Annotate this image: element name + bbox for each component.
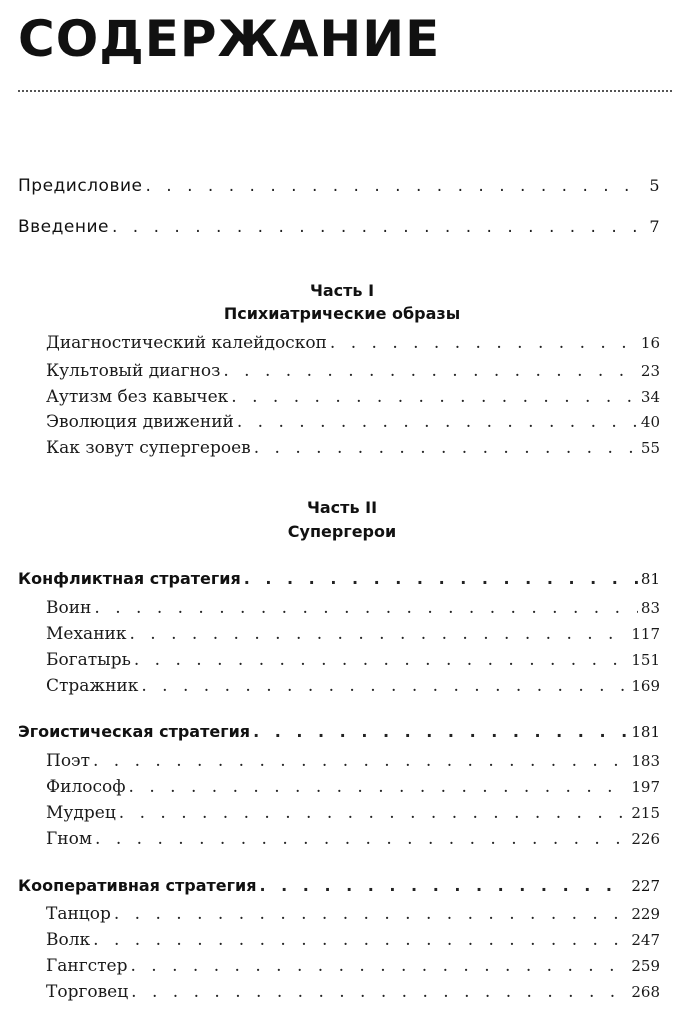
toc-entry[interactable] xyxy=(46,624,660,644)
toc-entry-label: Диагностический калейдоскоп xyxy=(46,333,327,353)
toc-page-number: 34 xyxy=(640,388,660,406)
dot-leader xyxy=(129,624,628,644)
toc-entry[interactable] xyxy=(46,676,660,696)
dot-leader xyxy=(131,982,628,1002)
toc-page-number: 40 xyxy=(640,413,660,431)
dot-leader xyxy=(95,829,628,849)
toc-entry-label: Танцор xyxy=(46,904,111,924)
toc-page-number: 247 xyxy=(631,931,660,949)
part-heading: Часть II xyxy=(306,498,378,517)
toc-entry[interactable] xyxy=(46,438,660,458)
toc-page-number: 7 xyxy=(649,217,660,236)
dot-leader xyxy=(131,956,629,976)
toc-page-number: 183 xyxy=(631,752,660,770)
toc-page-number: 23 xyxy=(640,362,660,380)
toc-entry[interactable] xyxy=(46,598,660,618)
toc-entry-label: Стражник xyxy=(46,676,139,696)
toc-entry[interactable] xyxy=(46,956,660,976)
toc-page-number: 169 xyxy=(631,677,660,695)
toc-page-number: 117 xyxy=(631,625,660,643)
toc-section-conflict-strategy[interactable] xyxy=(18,569,660,588)
part-subtitle: Супергерои xyxy=(287,522,397,541)
toc-page-number: 197 xyxy=(631,778,660,796)
dot-leader xyxy=(141,676,628,696)
toc-section-egoistic-strategy[interactable] xyxy=(18,722,660,741)
toc-section-cooperative-strategy[interactable] xyxy=(18,876,660,895)
toc-entry-label: Культовый диагноз xyxy=(46,361,221,381)
toc-entry[interactable] xyxy=(46,650,660,670)
toc-entry-label: Богатырь xyxy=(46,650,131,670)
dot-leader xyxy=(237,412,638,432)
toc-entry[interactable] xyxy=(46,361,660,381)
dot-leader xyxy=(330,333,638,353)
toc-page-number: 83 xyxy=(640,599,660,617)
dot-leader xyxy=(114,904,629,924)
toc-entry[interactable] xyxy=(46,412,660,432)
toc-page-number: 229 xyxy=(631,905,660,923)
part-heading: Часть I xyxy=(309,281,375,300)
toc-page-number: 215 xyxy=(631,804,660,822)
toc-entry-label: Введение xyxy=(18,217,109,237)
toc-entry-label: Волк xyxy=(46,930,91,950)
dot-leader xyxy=(129,777,629,797)
toc-page-number: 55 xyxy=(640,439,660,457)
toc-entry[interactable] xyxy=(46,930,660,950)
toc-entry[interactable] xyxy=(46,803,660,823)
toc-page-number: 226 xyxy=(631,830,660,848)
toc-page-number: 16 xyxy=(640,334,660,352)
toc-page-number: 259 xyxy=(631,957,660,975)
toc-entry-label: Поэт xyxy=(46,751,90,771)
title-divider xyxy=(18,90,672,92)
toc-page-number: 151 xyxy=(631,651,660,669)
dot-leader xyxy=(119,803,629,823)
toc-entry-label: Кооперативная стратегия xyxy=(18,876,257,895)
toc-page-number: 268 xyxy=(631,983,660,1001)
dot-leader xyxy=(134,650,629,670)
toc-entry-preface[interactable] xyxy=(18,176,660,196)
dot-leader xyxy=(254,438,638,458)
dot-leader xyxy=(93,751,628,771)
toc-entry-label: Аутизм без кавычек xyxy=(46,387,229,407)
toc-entry-label: Эгоистическая стратегия xyxy=(18,722,251,741)
toc-entry[interactable] xyxy=(46,777,660,797)
toc-entry[interactable] xyxy=(46,829,660,849)
dot-leader xyxy=(260,876,629,895)
dot-leader xyxy=(244,569,638,588)
dot-leader xyxy=(94,598,638,618)
toc-entry[interactable] xyxy=(46,751,660,771)
toc-entry-label: Торговец xyxy=(46,982,129,1002)
toc-entry[interactable] xyxy=(46,387,660,407)
toc-entry-label: Воин xyxy=(46,598,92,618)
toc-page-number: 227 xyxy=(631,877,660,895)
toc-entry-label: Как зовут супергероев xyxy=(46,438,251,458)
toc-entry-label: Механик xyxy=(46,624,127,644)
toc-page-number: 181 xyxy=(631,723,660,741)
part-subtitle: Психиатрические образы xyxy=(223,304,461,323)
dot-leader xyxy=(253,722,628,741)
toc-page-number: 81 xyxy=(640,570,660,588)
toc-entry-label: Гангстер xyxy=(46,956,128,976)
toc-entry-label: Эволюция движений xyxy=(46,412,234,432)
toc-entry-label: Философ xyxy=(46,777,126,797)
toc-entry-label: Гном xyxy=(46,829,93,849)
toc-entry-label: Предисловие xyxy=(18,176,143,196)
dot-leader xyxy=(223,361,638,381)
toc-entry[interactable] xyxy=(46,904,660,924)
dot-leader xyxy=(231,387,638,407)
toc-entry-introduction[interactable] xyxy=(18,217,660,237)
dot-leader xyxy=(93,930,628,950)
page-title: СОДЕРЖАНИЕ xyxy=(18,10,441,68)
toc-entry[interactable] xyxy=(46,982,660,1002)
toc-entry-label: Мудрец xyxy=(46,803,116,823)
toc-page-number: 5 xyxy=(649,176,660,195)
toc-entry[interactable] xyxy=(46,333,660,353)
toc-entry-label: Конфликтная стратегия xyxy=(18,569,241,588)
dot-leader xyxy=(112,217,646,237)
dot-leader xyxy=(145,176,646,196)
